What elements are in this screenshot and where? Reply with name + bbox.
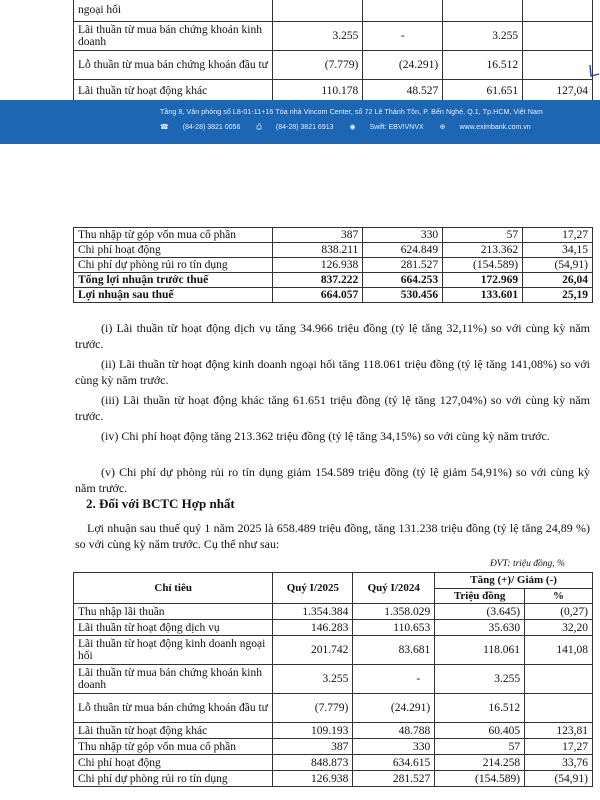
header-million: Triệu đồng — [435, 588, 525, 604]
value-percent: (0,27) — [525, 604, 593, 620]
previous-page-table — [73, 0, 593, 103]
value-percent — [523, 51, 593, 80]
note-iii: (iii) Lãi thuần từ hoạt động khác tăng 61.651 triệu đồng (tỷ lệ tăng 127,04%) so với cùng kỳ năm trước. — [75, 393, 590, 423]
table-row-total — [74, 273, 593, 288]
value-q1-2025: 387 — [273, 739, 353, 755]
row-label: Tổng lợi nhuận trước thuế — [74, 273, 273, 288]
value-percent: 17,27 — [525, 739, 593, 755]
table-row — [74, 51, 593, 80]
value-change: (154.589) — [435, 771, 525, 787]
value-percent: 32,20 — [525, 620, 593, 636]
value-q1-2025: 387 — [273, 228, 363, 243]
footer-swift: Swift: EBVIVNVX — [369, 124, 424, 131]
row-label: Chi phí hoạt động — [74, 755, 273, 771]
value-percent — [523, 0, 593, 22]
row-label: Lỗ thuần từ mua bán chứng khoán đầu tư — [74, 51, 273, 80]
value-q1-2025 — [273, 0, 363, 22]
value-change: (154.589) — [443, 258, 523, 273]
table-row — [74, 723, 593, 739]
note-v: (v) Chi phí dự phòng rủi ro tín dụng giảm 154.589 triệu đồng (tỷ lệ giảm 54,91%) so với cùng kỳ năm trước. — [75, 465, 590, 495]
value-q1-2024: 1.358.029 — [353, 604, 435, 620]
value-q1-2025: 109.193 — [273, 723, 353, 739]
value-percent — [525, 665, 593, 694]
value-q1-2024: 624.849 — [363, 243, 443, 258]
value-percent: 26,04 — [523, 273, 593, 288]
value-q1-2025: 126.938 — [273, 258, 363, 273]
note-ii: (ii) Lãi thuần từ hoạt động kinh doanh ngoại hối tăng 118.061 triệu đồng (tỷ lệ tăng 141,08%) so với cùng kỳ năm trước. — [75, 357, 590, 387]
value-q1-2025: 201.742 — [273, 636, 353, 665]
row-label: Lãi thuần từ hoạt động khác — [74, 80, 273, 103]
value-q1-2024: 634.615 — [353, 755, 435, 771]
value-change: 118.061 — [435, 636, 525, 665]
value-q1-2025: 146.283 — [273, 620, 353, 636]
footer-website: www.eximbank.com.vn — [459, 124, 531, 131]
value-q1-2024: 664.253 — [363, 273, 443, 288]
results-table-continued — [73, 227, 593, 303]
value-q1-2024: - — [363, 22, 443, 51]
row-label: Lãi thuần từ hoạt động kinh doanh ngoại hối — [74, 636, 273, 665]
row-label: Thu nhập lãi thuần — [74, 604, 273, 620]
row-label: Lỗ thuần từ mua bán chứng khoán đầu tư — [74, 694, 273, 723]
value-percent: 25,19 — [523, 288, 593, 303]
value-change: (3.645) — [435, 604, 525, 620]
value-q1-2024: 48.527 — [363, 80, 443, 103]
globe-icon: ⊕ — [439, 124, 446, 131]
section-heading: 2. Đối với BCTC Hợp nhất — [86, 496, 235, 511]
value-change: 3.255 — [435, 665, 525, 694]
value-q1-2024: - — [353, 665, 435, 694]
handwritten-check-mark — [588, 63, 600, 79]
value-change: 214.258 — [435, 755, 525, 771]
value-change: 35.630 — [435, 620, 525, 636]
value-percent — [523, 22, 593, 51]
header-percent: % — [525, 588, 593, 604]
header-change: Tăng (+)/ Giảm (-) — [435, 573, 593, 589]
table-row — [74, 636, 593, 665]
footer-address: Tầng 8, Văn phòng số L8-01-11+16 Tòa nhà Vincom Center, số 72 Lê Thánh Tôn, P. Bến Nghé, Q.1, Tp.HCM, Việt Nam — [160, 109, 543, 116]
value-q1-2024 — [363, 0, 443, 22]
value-q1-2025: 1.354.384 — [273, 604, 353, 620]
table-row — [74, 694, 593, 723]
row-label: Chi phí hoạt động — [74, 243, 273, 258]
value-change: 3.255 — [443, 22, 523, 51]
value-q1-2025: 848.873 — [273, 755, 353, 771]
value-percent: 123,81 — [525, 723, 593, 739]
row-label: Thu nhập từ góp vốn mua cổ phần — [74, 739, 273, 755]
table-row — [74, 755, 593, 771]
table-row — [74, 243, 593, 258]
value-q1-2024: 281.527 — [353, 771, 435, 787]
table-row — [74, 258, 593, 273]
value-percent: 33,76 — [525, 755, 593, 771]
value-percent — [525, 694, 593, 723]
value-q1-2024: (24.291) — [363, 51, 443, 80]
row-label: Lãi thuần từ mua bán chứng khoán kinh doanh — [74, 665, 273, 694]
value-change: 57 — [443, 228, 523, 243]
table-row-total — [74, 288, 593, 303]
value-change: 60.405 — [435, 723, 525, 739]
value-percent: 127,04 — [523, 80, 593, 103]
row-label: Lợi nhuận sau thuế — [74, 288, 273, 303]
value-q1-2025: 838.211 — [273, 243, 363, 258]
consolidated-results-table — [73, 572, 593, 787]
value-q1-2025: (7.779) — [273, 694, 353, 723]
table-row — [74, 771, 593, 787]
table-row — [74, 665, 593, 694]
value-q1-2024: (24.291) — [353, 694, 435, 723]
letterhead-footer — [0, 100, 600, 144]
row-label: Lãi thuần từ hoạt động khác — [74, 723, 273, 739]
header-indicator: Chỉ tiêu — [74, 573, 273, 604]
row-label: Chi phí dự phòng rủi ro tín dụng — [74, 771, 273, 787]
value-percent: 141,08 — [525, 636, 593, 665]
value-q1-2024: 530.456 — [363, 288, 443, 303]
table-row — [74, 0, 593, 22]
unit-note: ĐVT: triệu đồng, % — [490, 559, 565, 569]
value-change: 16.512 — [443, 51, 523, 80]
row-label: Lãi thuần từ mua bán chứng khoán kinh doanh — [74, 22, 273, 51]
value-q1-2025: 3.255 — [273, 665, 353, 694]
value-q1-2025: 110.178 — [273, 80, 363, 103]
swift-icon: ◉ — [349, 124, 356, 131]
header-q1-2024: Quý I/2024 — [353, 573, 435, 604]
value-q1-2025: (7.779) — [273, 51, 363, 80]
row-label: Lãi thuần từ hoạt động dịch vụ — [74, 620, 273, 636]
note-i: (i) Lãi thuần từ hoạt động dịch vụ tăng 34.966 triệu đồng (tỷ lệ tăng 32,11%) so với cùng kỳ năm trước. — [75, 321, 590, 351]
value-q1-2025: 3.255 — [273, 22, 363, 51]
value-percent: 34,15 — [523, 243, 593, 258]
value-q1-2024: 281.527 — [363, 258, 443, 273]
value-change: 213.362 — [443, 243, 523, 258]
value-change: 16.512 — [435, 694, 525, 723]
footer-contacts — [160, 123, 545, 132]
header-q1-2025: Quý I/2025 — [273, 573, 353, 604]
value-q1-2024: 330 — [363, 228, 443, 243]
table-row — [74, 620, 593, 636]
value-q1-2024: 330 — [353, 739, 435, 755]
section-intro: Lợi nhuận sau thuế quý 1 năm 2025 là 658.489 triệu đồng, tăng 131.238 triệu đồng (tỷ lệ tăng 24,89 %) so với cùng kỳ năm trước. Cụ thể như sau: — [75, 521, 590, 551]
table-row — [74, 604, 593, 620]
table-row — [74, 22, 593, 51]
value-q1-2024: 110.653 — [353, 620, 435, 636]
fax-icon: ⎙ — [256, 124, 262, 131]
value-q1-2024: 48.788 — [353, 723, 435, 739]
value-change: 57 — [435, 739, 525, 755]
value-q1-2025: 837.222 — [273, 273, 363, 288]
value-q1-2024: 83.681 — [353, 636, 435, 665]
phone-icon: ☎ — [160, 124, 169, 131]
value-change: 61.651 — [443, 80, 523, 103]
value-change — [443, 0, 523, 22]
value-percent: (54,91) — [525, 771, 593, 787]
row-label: Chi phí dự phòng rủi ro tín dụng — [74, 258, 273, 273]
row-label: Thu nhập từ góp vốn mua cổ phần — [74, 228, 273, 243]
value-change: 172.969 — [443, 273, 523, 288]
table-row — [74, 228, 593, 243]
value-q1-2025: 126.938 — [273, 771, 353, 787]
table-row — [74, 739, 593, 755]
value-percent: (54,91) — [523, 258, 593, 273]
footer-fax: (84-28) 3821 6913 — [275, 124, 334, 131]
value-q1-2025: 664.057 — [273, 288, 363, 303]
footer-phone: (84-28) 3821 0056 — [182, 124, 241, 131]
note-iv: (iv) Chi phí hoạt động tăng 213.362 triệu đồng (tỷ lệ tăng 34,15%) so với cùng kỳ năm trước. — [101, 429, 550, 443]
value-percent: 17,27 — [523, 228, 593, 243]
row-label: ngoại hối — [74, 0, 273, 22]
value-change: 133.601 — [443, 288, 523, 303]
